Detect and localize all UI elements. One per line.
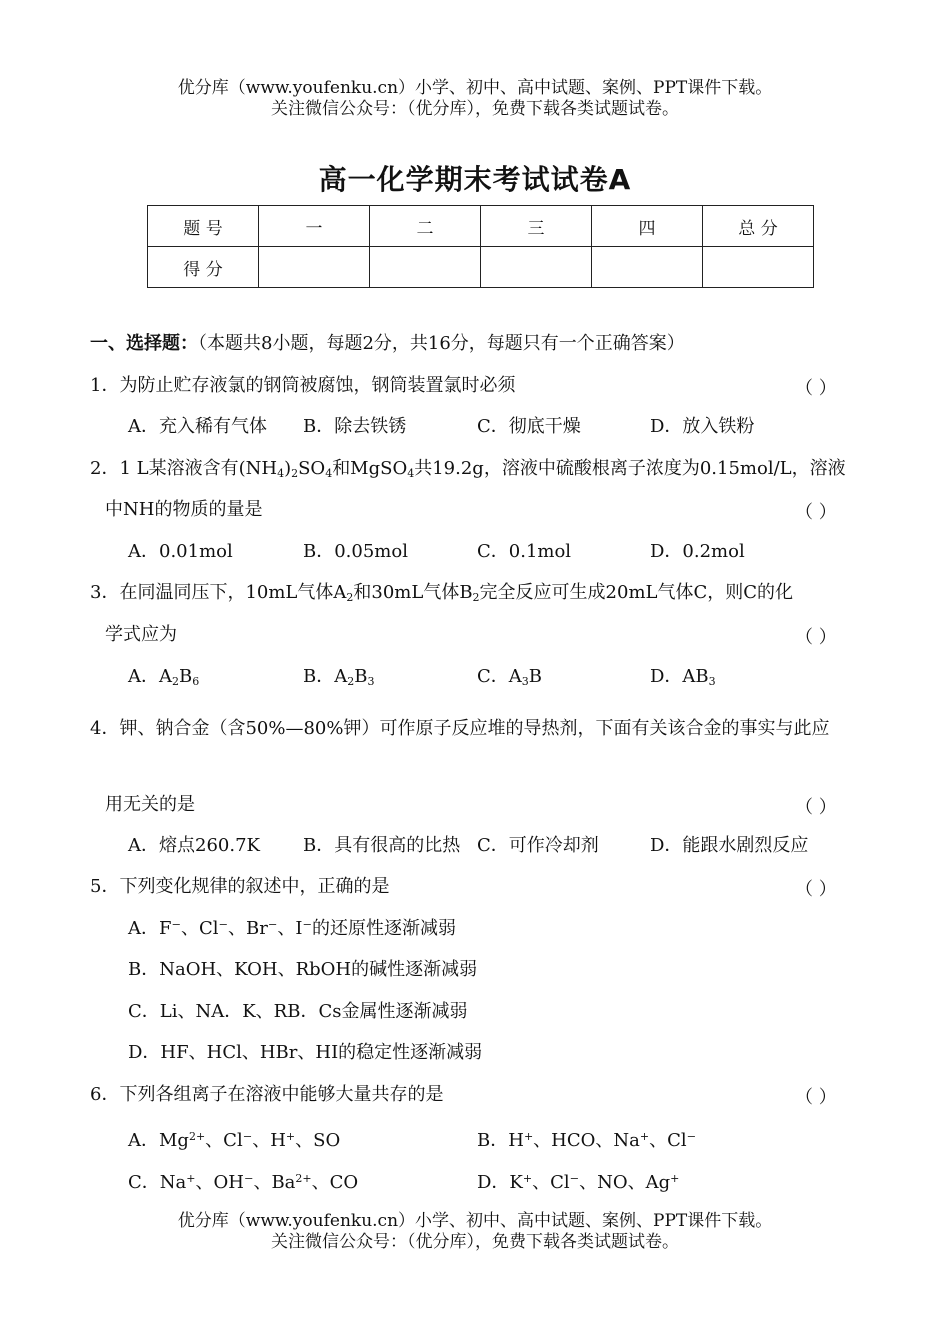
q1-option-b: B．除去铁锈 bbox=[303, 416, 407, 437]
q6d-text: 、Cl⁻、NO、Ag bbox=[532, 1172, 671, 1193]
q6a-text: A．Mg bbox=[128, 1130, 189, 1151]
q3d-sub: 3 bbox=[708, 675, 716, 688]
score-cell-total: 总 分 bbox=[703, 206, 814, 247]
q6a-text: 、SO bbox=[295, 1130, 341, 1151]
question-6-stem: 6．下列各组离子在溶液中能够大量共存的是 bbox=[90, 1084, 444, 1105]
q6d-charge: + bbox=[522, 1172, 533, 1185]
question-2-stem-line-1 bbox=[90, 457, 846, 486]
q6a-charge: + bbox=[285, 1130, 296, 1143]
header-line-1: 优分库（www.youfenku.cn）小学、初中、高中试题、案例、PPT课件下载。 bbox=[177, 78, 773, 98]
q6b-charge: + bbox=[639, 1130, 650, 1143]
q3d-text: D．AB bbox=[650, 666, 709, 687]
question-6-answer-blank[interactable]: （ ） bbox=[795, 1087, 837, 1108]
header-line-2: 关注微信公众号：（优分库），免费下载各类试题试卷。 bbox=[271, 99, 679, 119]
q1-option-a: A．充入稀有气体 bbox=[128, 416, 267, 437]
q4-option-a: A．熔点260.7K bbox=[128, 835, 260, 856]
q3a-sub: 6 bbox=[192, 675, 200, 688]
page-footer bbox=[0, 1211, 950, 1253]
score-cell-section-4: 四 bbox=[592, 206, 703, 247]
question-4-stem-line-2: 用无关的是 bbox=[105, 794, 195, 815]
q3-subscript: 2 bbox=[472, 591, 480, 604]
exam-title: 高一化学期末考试试卷A bbox=[318, 163, 632, 196]
q5-option-b: B．NaOH、KOH、RbOH的碱性逐渐减弱 bbox=[128, 959, 478, 980]
q6d-charge: + bbox=[670, 1172, 680, 1185]
section-1-label: 一、选择题： bbox=[90, 333, 198, 354]
q6-option-b bbox=[477, 1125, 696, 1153]
q6c-charge: 2+ bbox=[295, 1172, 312, 1185]
question-3-answer-blank[interactable]: （ ） bbox=[795, 627, 837, 648]
q1-option-c: C．彻底干燥 bbox=[477, 416, 581, 437]
q2-subscript: 2 bbox=[291, 467, 299, 480]
score-table bbox=[147, 205, 814, 288]
q6-option-d bbox=[477, 1167, 679, 1195]
q3b-text: B．A bbox=[303, 666, 348, 687]
score-table-score-row bbox=[148, 247, 814, 288]
q2-option-b: B．0.05mol bbox=[303, 541, 408, 562]
q6a-text: 、Cl⁻、H bbox=[205, 1130, 286, 1151]
score-table-header-row bbox=[148, 206, 814, 247]
q2-option-c: C．0.1mol bbox=[477, 541, 572, 562]
q3-subscript: 2 bbox=[346, 591, 354, 604]
q2-option-a: A．0.01mol bbox=[128, 541, 233, 562]
score-input-section-3[interactable] bbox=[481, 247, 592, 288]
q6d-text: D．K bbox=[477, 1172, 523, 1193]
q3a-text: A．A bbox=[128, 666, 172, 687]
score-row-label: 得 分 bbox=[148, 247, 259, 288]
q2-text-part: 和MgSO bbox=[332, 458, 408, 479]
q3a-sub: 2 bbox=[172, 675, 179, 688]
q6b-charge: + bbox=[523, 1130, 534, 1143]
question-5-answer-blank[interactable]: （ ） bbox=[795, 879, 837, 900]
q1-option-d: D．放入铁粉 bbox=[650, 416, 755, 437]
question-3-stem-line-1 bbox=[90, 581, 793, 610]
question-1-stem: 1．为防止贮存液氯的钢筒被腐蚀，钢筒装置氯时必须 bbox=[90, 375, 516, 396]
question-2-answer-blank[interactable]: （ ） bbox=[795, 502, 837, 523]
q3-option-a bbox=[128, 665, 199, 694]
q6c-text: C．Na bbox=[128, 1172, 187, 1193]
q4-option-d: D．能跟水剧烈反应 bbox=[650, 835, 809, 856]
q3c-text: B bbox=[528, 666, 543, 687]
section-1-heading bbox=[90, 332, 685, 356]
score-cell-section-1: 一 bbox=[259, 206, 370, 247]
score-cell-label: 题 号 bbox=[148, 206, 259, 247]
q3b-sub: 3 bbox=[367, 675, 375, 688]
question-4-stem-line-1: 4．钾、钠合金（含50%—80%钾）可作原子反应堆的导热剂，下面有关该合金的事实与此应 bbox=[90, 718, 830, 739]
q3-option-c bbox=[477, 665, 542, 694]
q2-subscript: 4 bbox=[325, 467, 333, 480]
q6c-charge: + bbox=[186, 1172, 196, 1185]
q3-text-part: 完全反应可生成20mL气体C，则C的化 bbox=[479, 582, 794, 603]
q2-text-part: ) bbox=[284, 458, 292, 479]
score-input-section-2[interactable] bbox=[370, 247, 481, 288]
q6b-text: 、Cl⁻ bbox=[649, 1130, 697, 1151]
q2-text-part: SO bbox=[298, 458, 326, 479]
score-cell-section-2: 二 bbox=[370, 206, 481, 247]
score-cell-section-3: 三 bbox=[481, 206, 592, 247]
question-4-answer-blank[interactable]: （ ） bbox=[795, 797, 837, 818]
q3a-text: B bbox=[179, 666, 193, 687]
question-2-stem-line-2: 中NH的物质的量是 bbox=[105, 499, 263, 520]
q5-option-d: D．HF、HCl、HBr、HI的稳定性逐渐减弱 bbox=[128, 1042, 483, 1063]
q3c-sub: 3 bbox=[521, 675, 529, 688]
q4-option-b: B．具有很高的比热 bbox=[303, 835, 461, 856]
q2-text-part: 共19.2g，溶液中硫酸根离子浓度为0.15mol/L，溶液 bbox=[414, 458, 846, 479]
q6-option-a bbox=[128, 1125, 340, 1153]
section-1-desc: （本题共8小题，每题2分，共16分，每题只有一个正确答案） bbox=[198, 333, 685, 354]
question-1-answer-blank[interactable]: （ ） bbox=[795, 378, 837, 399]
q6c-text: 、OH⁻、Ba bbox=[195, 1172, 296, 1193]
q2-subscript: 4 bbox=[277, 467, 285, 480]
footer-line-2: 关注微信公众号：（优分库），免费下载各类试题试卷。 bbox=[271, 1232, 679, 1252]
q3b-sub: 2 bbox=[347, 675, 355, 688]
q3-option-b bbox=[303, 665, 374, 694]
q5-option-c: C．Li、NA．K、RB．Cs金属性逐渐减弱 bbox=[128, 1001, 468, 1022]
q4-option-c: C．可作冷却剂 bbox=[477, 835, 599, 856]
q6-option-c bbox=[128, 1167, 358, 1195]
score-input-total[interactable] bbox=[703, 247, 814, 288]
q2-text-part: 2．1 L某溶液含有(NH bbox=[90, 458, 278, 479]
q3-option-d bbox=[650, 665, 716, 694]
q2-subscript: 4 bbox=[407, 467, 415, 480]
question-5-stem: 5．下列变化规律的叙述中，正确的是 bbox=[90, 876, 390, 897]
page-header bbox=[0, 78, 950, 120]
q2-option-d: D．0.2mol bbox=[650, 541, 745, 562]
score-input-section-1[interactable] bbox=[259, 247, 370, 288]
footer-line-1: 优分库（www.youfenku.cn）小学、初中、高中试题、案例、PPT课件下载。 bbox=[177, 1211, 773, 1231]
q3c-text: C．A bbox=[477, 666, 522, 687]
q6b-text: 、HCO、Na bbox=[533, 1130, 640, 1151]
q3b-text: B bbox=[354, 666, 368, 687]
question-3-stem-line-2: 学式应为 bbox=[105, 624, 177, 645]
q6c-text: 、CO bbox=[311, 1172, 359, 1193]
score-input-section-4[interactable] bbox=[592, 247, 703, 288]
q6b-text: B．H bbox=[477, 1130, 524, 1151]
q6a-charge: 2+ bbox=[188, 1130, 206, 1143]
q3-text-part: 3．在同温同压下，10mL气体A bbox=[90, 582, 347, 603]
q3-text-part: 和30mL气体B bbox=[353, 582, 473, 603]
q5-option-a: A．F⁻、Cl⁻、Br⁻、I⁻的还原性逐渐减弱 bbox=[128, 918, 456, 939]
